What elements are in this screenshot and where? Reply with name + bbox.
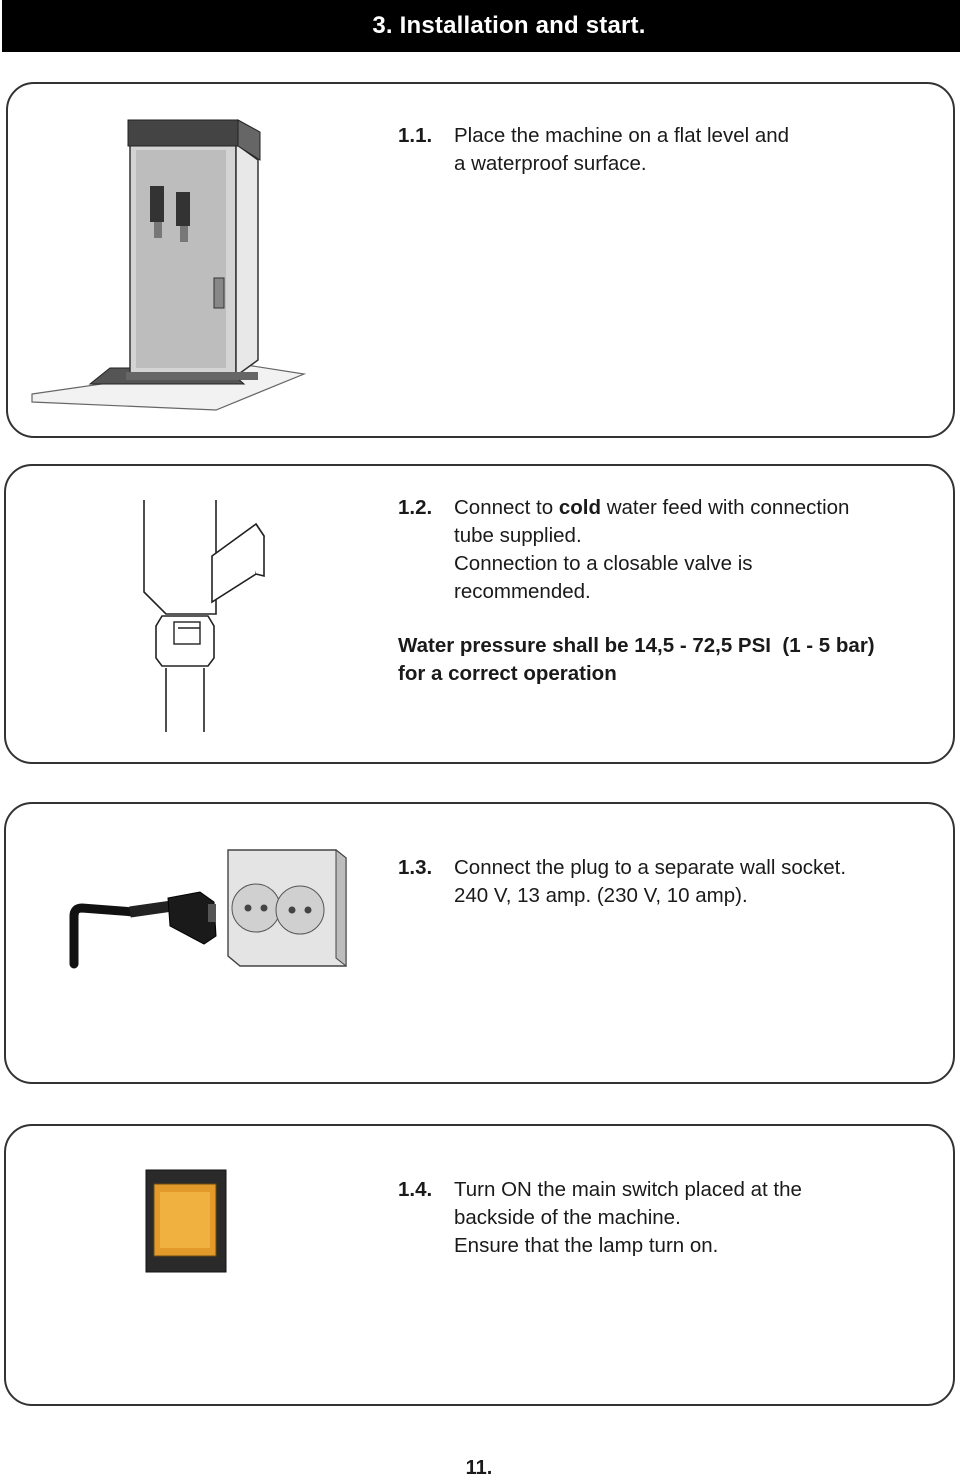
main-switch-lamp-illustration (144, 1168, 228, 1274)
water-pressure-note (398, 632, 875, 688)
text-run: Connect to (454, 496, 559, 519)
page-number: 11. (465, 1457, 493, 1479)
step-panel-1-1 (6, 82, 955, 438)
step-line: backside of the machine. (454, 1206, 681, 1229)
note-line: for a correct operation (398, 662, 617, 685)
step-line: Place the machine on a flat level and (454, 124, 790, 147)
step-text (454, 122, 789, 178)
emphasis-cold: cold (558, 496, 601, 519)
section-header (2, 0, 960, 52)
note-line: Water pressure shall be 14,5 - 72,5 PSI (1 - 5 bar) (398, 634, 875, 657)
step-text (454, 1176, 802, 1260)
step-line: a waterproof surface. (454, 152, 647, 175)
water-connection-illustration (138, 496, 278, 732)
step-line: Ensure that the lamp turn on. (454, 1234, 719, 1257)
step-panel-1-3 (4, 802, 955, 1084)
step-1-2 (398, 494, 849, 606)
step-number: 1.3. (398, 856, 433, 879)
step-text (454, 854, 846, 910)
step-line: tube supplied. (454, 524, 582, 547)
page-footer (0, 1457, 960, 1480)
step-number: 1.2. (398, 496, 433, 519)
step-1-4 (398, 1176, 802, 1260)
plug-and-socket-illustration (64, 846, 354, 970)
step-line (454, 494, 849, 522)
text-run: water feed with connection (601, 496, 850, 519)
step-number: 1.4. (398, 1178, 433, 1201)
step-line: Connection to a closable valve is (454, 552, 753, 575)
step-line: 240 V, 13 amp. (230 V, 10 amp). (454, 884, 748, 907)
step-panel-1-2 (4, 464, 955, 764)
step-line: recommended. (454, 580, 591, 603)
step-1-1 (398, 122, 789, 178)
step-1-3 (398, 854, 846, 910)
step-text (454, 494, 849, 606)
step-number: 1.1. (398, 124, 433, 147)
water-boiler-illustration (30, 112, 310, 412)
step-line: Connect the plug to a separate wall socket. (454, 856, 847, 879)
step-line: Turn ON the main switch placed at the (454, 1178, 802, 1201)
section-title: 3. Installation and start. (372, 12, 646, 39)
step-panel-1-4 (4, 1124, 955, 1406)
